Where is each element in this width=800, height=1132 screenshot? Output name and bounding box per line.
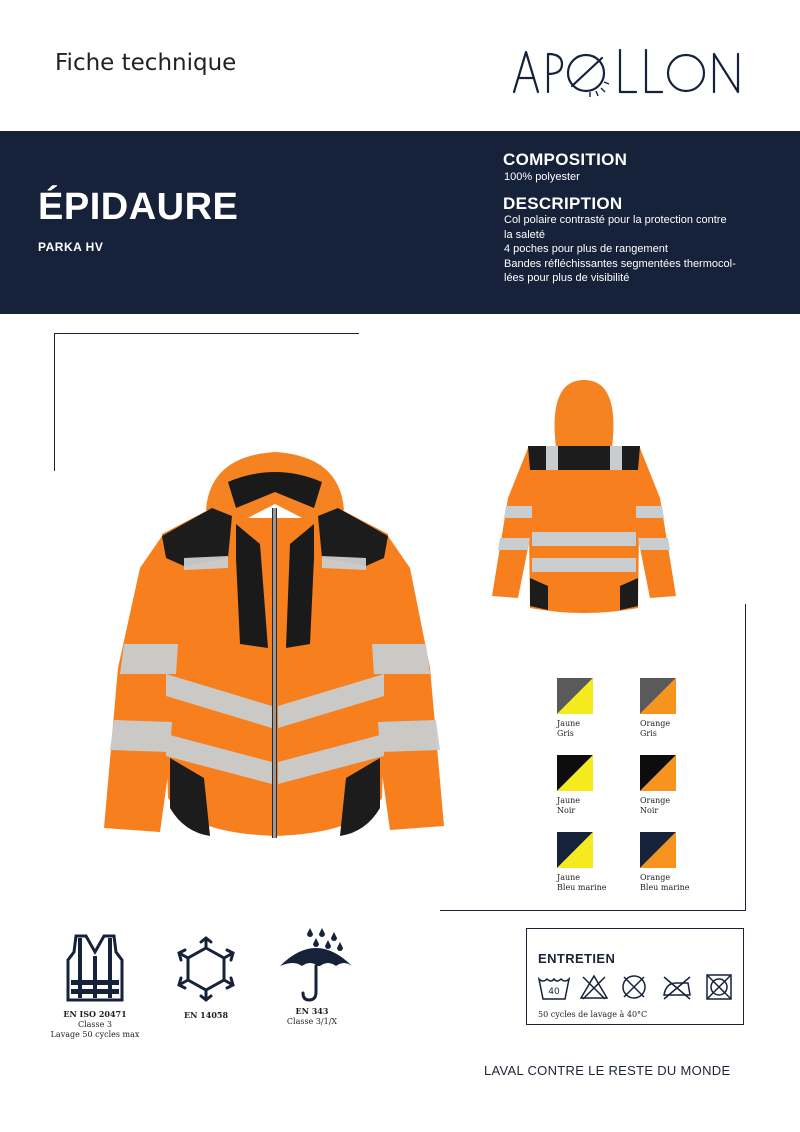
description-line: 4 poches pour plus de rangement (504, 243, 668, 255)
swatch-orange-noir-icon (640, 755, 676, 791)
apollon-logo (510, 42, 750, 98)
no-iron-icon (660, 973, 694, 1001)
cert-caption-en343: EN 343 Classe 3/1/X (286, 1006, 338, 1026)
parka-back-image (488, 378, 680, 618)
swatch-label: Jaune Noir (557, 796, 581, 815)
no-dry-clean-icon (619, 973, 649, 1001)
description-line: Bandes réfléchissantes segmentées thermocol- (504, 257, 736, 270)
no-bleach-icon (579, 973, 609, 1001)
frame-line-bottom (440, 910, 746, 911)
product-name: ÉPIDAURE (38, 186, 239, 228)
swatch-label: Jaune Gris (557, 719, 581, 738)
description-text (504, 213, 764, 286)
composition-title: COMPOSITION (503, 150, 628, 169)
swatch-label: Orange Noir (640, 796, 671, 815)
snowflake-icon (173, 936, 239, 1002)
description-title: DESCRIPTION (503, 194, 623, 213)
frame-line-right (745, 604, 746, 910)
product-subtitle: PARKA HV (38, 240, 104, 254)
swatch-orange-noir (640, 755, 676, 816)
description-line: la saleté (504, 228, 545, 241)
swatch-jaune-gris-icon (557, 678, 593, 714)
care-note: 50 cycles de lavage à 40°C (538, 1010, 648, 1019)
description-line: lées pour plus de visibilité (504, 272, 630, 284)
svg-text:40: 40 (548, 987, 560, 997)
cert-caption-iso20471: EN ISO 20471 Classe 3 Lavage 50 cycles max (50, 1009, 140, 1039)
svg-text:APOLLON: APOLLON (510, 42, 515, 43)
no-tumble-dry-icon (704, 973, 734, 1001)
swatch-jaune-noir (557, 755, 593, 816)
swatch-jaune-bleu-marine (557, 832, 607, 893)
swatch-orange-gris-icon (640, 678, 676, 714)
footer-slogan: LAVAL CONTRE LE RESTE DU MONDE (484, 1063, 731, 1078)
cert-caption-en14058: EN 14058 (183, 1010, 229, 1020)
umbrella-rain-icon (278, 922, 354, 1004)
care-title: ENTRETIEN (538, 951, 616, 966)
description-line: Col polaire contrasté pour la protection contre (504, 214, 727, 226)
hi-vis-vest-icon (62, 932, 128, 1004)
parka-front-image (100, 448, 450, 843)
composition-text: 100% polyester (504, 171, 580, 183)
swatch-jaune-gris (557, 678, 593, 739)
swatch-orange-bleu-marine (640, 832, 690, 893)
frame-line-top (54, 333, 359, 334)
swatch-orange-bleu-marine-icon (640, 832, 676, 868)
document-type: Fiche technique (55, 50, 237, 76)
swatch-jaune-bleu-marine-icon (557, 832, 593, 868)
swatch-label: Orange Gris (640, 719, 671, 738)
swatch-jaune-noir-icon (557, 755, 593, 791)
frame-line-left (54, 333, 55, 471)
swatch-orange-gris (640, 678, 676, 739)
swatch-label: Orange Bleu marine (640, 873, 690, 892)
swatch-label: Jaune Bleu marine (557, 873, 607, 892)
wash-40-icon (537, 975, 571, 1001)
